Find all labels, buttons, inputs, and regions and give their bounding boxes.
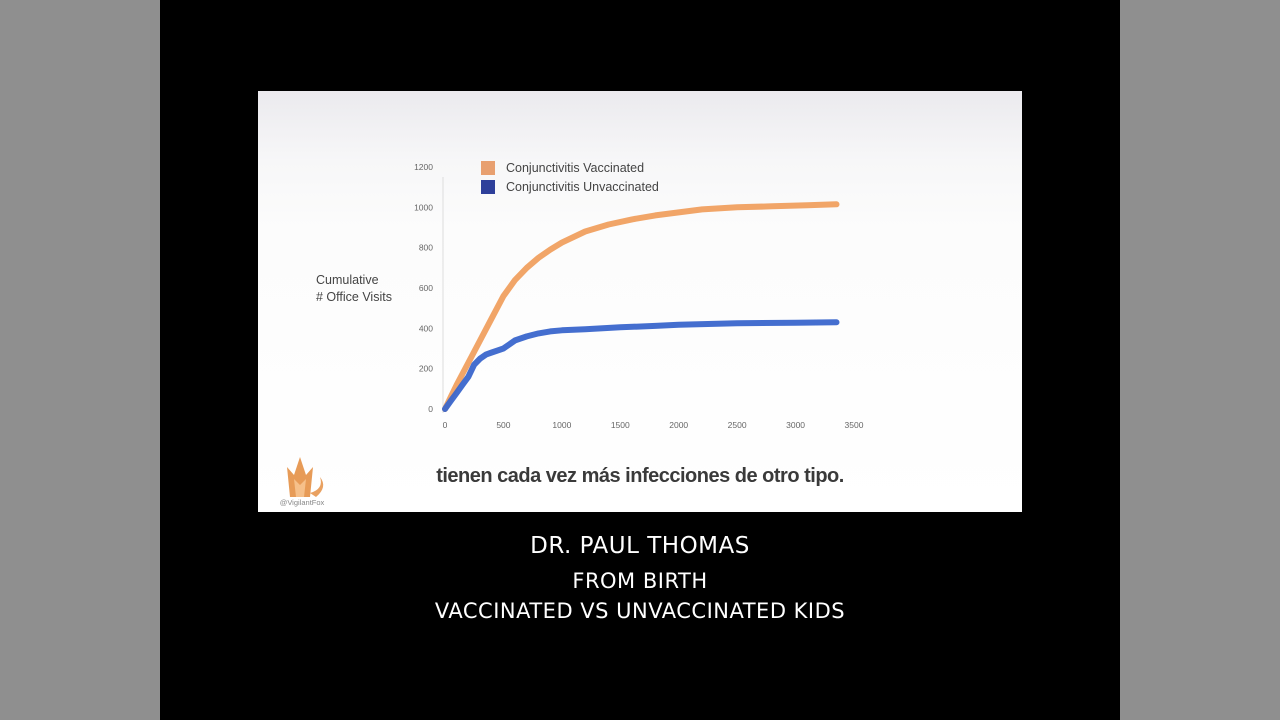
- series-line-vaccinated: [445, 204, 837, 409]
- caption-line-2: VACCINATED VS UNVACCINATED KIDS: [434, 599, 846, 623]
- x-tick-label: 2500: [727, 420, 747, 430]
- x-tick-label: 3500: [844, 420, 864, 430]
- x-tick-label: 1000: [552, 420, 572, 430]
- vigilant-fox-logo: [260, 453, 344, 511]
- y-axis-label: # Office Visits: [316, 290, 392, 304]
- x-tick-label: 500: [496, 420, 511, 430]
- caption-title: DR. PAUL THOMAS: [530, 533, 750, 559]
- series-line-unvaccinated: [445, 322, 837, 409]
- x-tick-label: 3000: [786, 420, 806, 430]
- y-tick-label: 200: [418, 363, 433, 374]
- y-tick-label: 0: [428, 404, 433, 414]
- y-axis-label: Cumulative: [316, 273, 379, 287]
- x-tick-label: 0: [442, 420, 448, 430]
- caption-line-1: FROM BIRTH: [572, 569, 708, 593]
- x-tick-label: 1500: [610, 420, 630, 430]
- chart: [258, 91, 1022, 512]
- y-tick-label: 600: [418, 283, 433, 293]
- y-tick-label: 800: [418, 242, 433, 253]
- legend-swatch: [481, 161, 495, 175]
- chart-slide: [258, 91, 1022, 512]
- legend-label: Conjunctivitis Unvaccinated: [506, 180, 659, 194]
- y-tick-label: 400: [418, 323, 433, 334]
- y-tick-label: 1200: [414, 162, 433, 172]
- y-tick-label: 1000: [414, 202, 433, 213]
- legend-label: Conjunctivitis Vaccinated: [506, 161, 645, 175]
- logo-text: @VigilantFox: [279, 498, 325, 507]
- spanish-subtitle: tienen cada vez más infecciones de otro tipo.: [436, 465, 844, 487]
- legend-swatch: [481, 180, 495, 194]
- x-tick-label: 2000: [669, 420, 689, 430]
- fox-logo-icon: [260, 453, 344, 499]
